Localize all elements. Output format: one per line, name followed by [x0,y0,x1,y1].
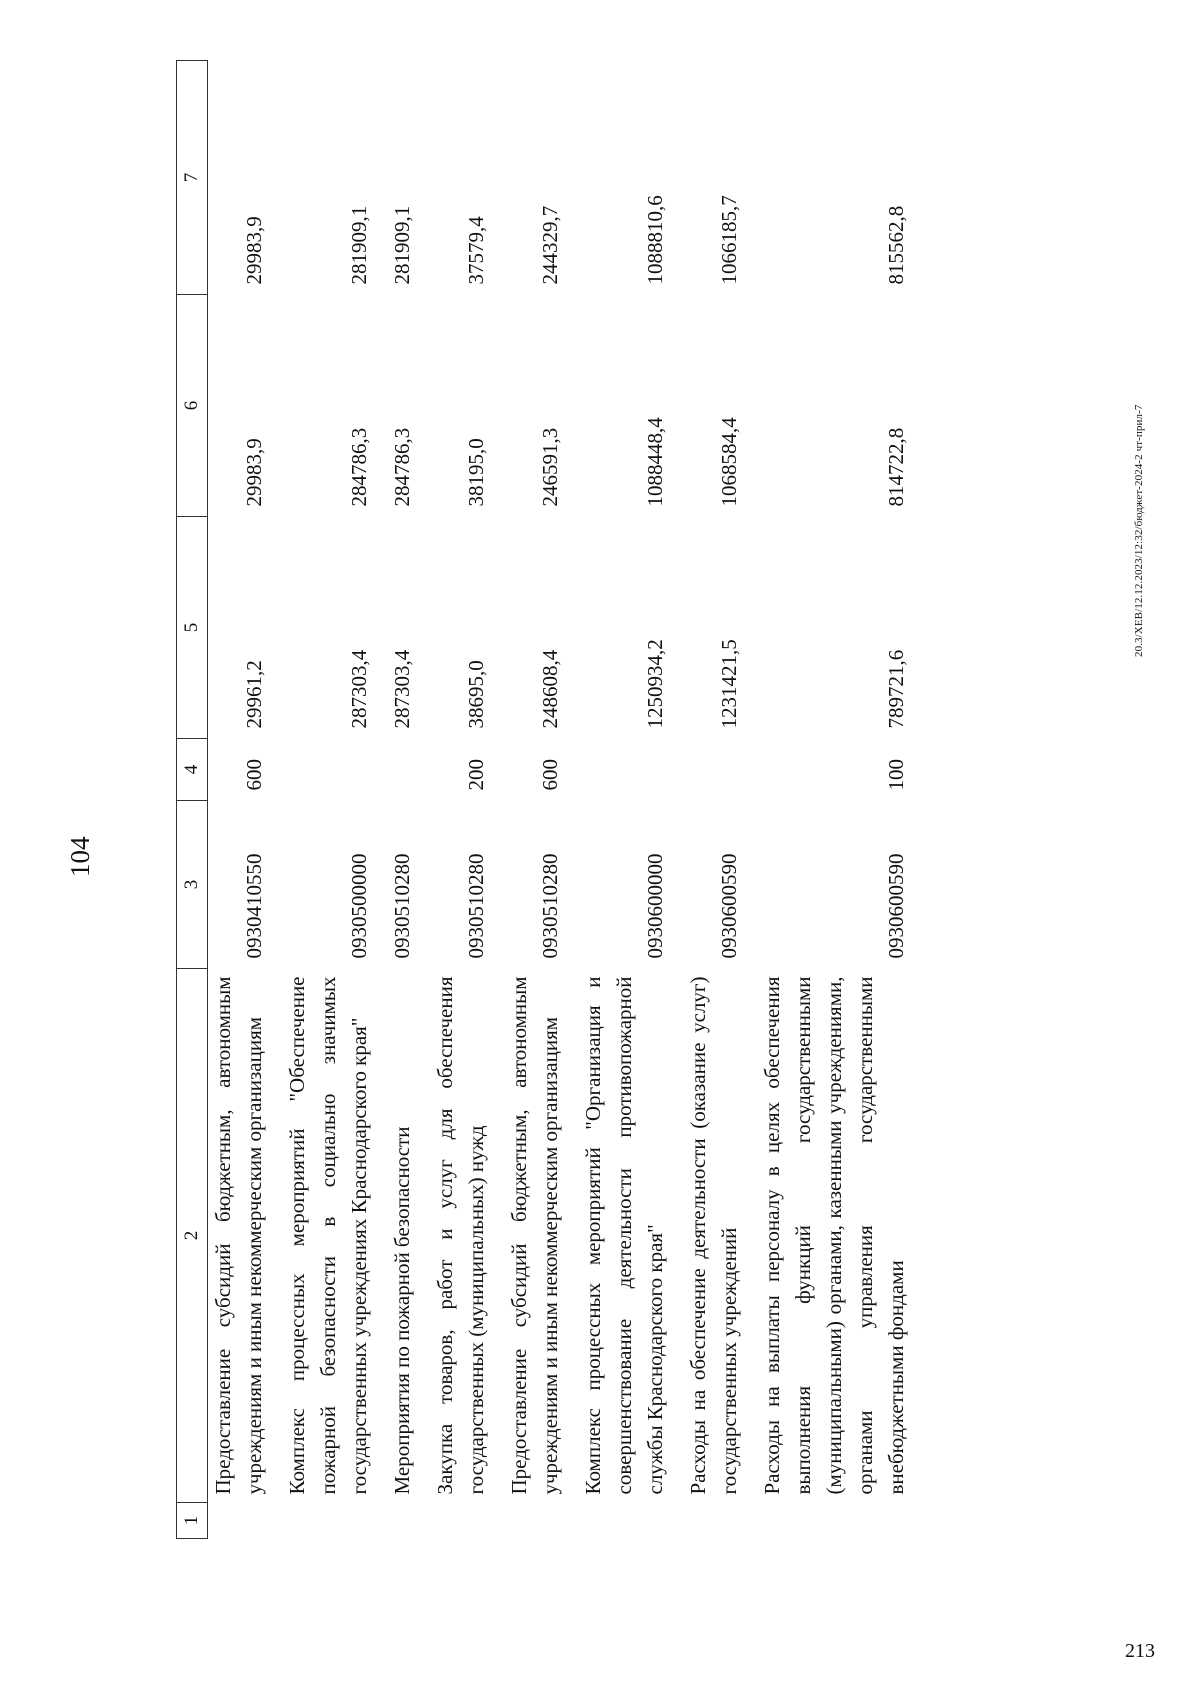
header-row [177,61,208,1539]
expense-type: 100 [884,759,908,791]
amount-col5: 287303,4 [390,649,414,729]
amount-col7: 37579,4 [464,216,488,285]
amount-col6: 246591,3 [538,427,562,507]
target-code: 0930510280 [538,853,562,959]
row-description: Закупка товаров, работ и услуг для обеспечения государственных (муниципальных) нужд [433,976,488,1495]
row-description: Расходы на обеспечение деятельности (оказание услуг) государственных учреждений [686,976,741,1495]
amount-col7: 281909,1 [390,205,414,285]
row-description: Комплекс процессных мероприятий "Обеспечение пожарной безопасности в социально значимых государственных учреждениях Краснодарского края" [285,976,371,1495]
amount-col5: 287303,4 [347,649,371,729]
target-code: 0930510280 [390,853,414,959]
amount-col7: 1088810,6 [643,195,667,285]
page-number: 104 [65,836,95,877]
expense-type [683,739,757,801]
column-header: 3 [177,801,208,969]
column-header: 1 [177,1503,208,1539]
column-header: 7 [177,61,208,295]
column-header: 2 [177,969,208,1503]
row-description: Комплекс процессных мероприятий "Организация и совершенствование деятельности противопожарной службы Краснодарского края" [581,976,667,1495]
amount-col5: 789721,6 [884,649,908,729]
target-code: 0930500000 [347,853,371,959]
amount-col6: 814722,8 [884,427,908,507]
amount-col5: 1250934,2 [643,639,667,729]
target-code: 0930600590 [884,853,908,959]
column-header: 6 [177,295,208,517]
table-row [208,61,283,1539]
expense-type: 600 [538,759,562,791]
row-description: Предоставление субсидий бюджетным, автономным учреждениям и иным некоммерческим организациям [507,976,562,1495]
amount-col7: 1066185,7 [717,195,741,285]
expense-type [387,739,430,801]
amount-col6: 38195,0 [464,438,488,507]
amount-col5: 38695,0 [464,660,488,729]
row-description: Мероприятия по пожарной безопасности [390,1126,414,1495]
amount-col5: 29961,2 [242,660,266,729]
table-row [578,61,683,1539]
document-footnote: 20.3/XEB/12.12.2023/12:32/бюджет-2024-2 чт-прил-7 [1133,404,1145,657]
amount-col7: 815562,8 [884,205,908,285]
row-description: Предоставление субсидий бюджетным, автономным учреждениям и иным некоммерческим организациям [211,976,266,1495]
amount-col7: 244329,7 [538,205,562,285]
amount-col5: 248608,4 [538,649,562,729]
amount-col6: 29983,9 [242,438,266,507]
target-code: 0930600000 [643,853,667,959]
table-row [387,61,430,1539]
target-code: 0930600590 [717,853,741,959]
amount-col6: 1088448,4 [643,417,667,507]
amount-col7: 281909,1 [347,205,371,285]
expense-type: 200 [464,759,488,791]
expense-type: 600 [242,759,266,791]
expense-type [282,739,387,801]
amount-col5: 1231421,5 [717,639,741,729]
row-description: Расходы на выплаты персоналу в целях обеспечения выполнения функций государственными (муниципальными) органами, казенными учреждениями, органами управления государственными внебюджетными фондами [760,976,908,1495]
column-header: 4 [177,739,208,801]
amount-col7: 29983,9 [242,216,266,285]
table-row [757,61,924,1539]
expense-type [578,739,683,801]
table-row [683,61,757,1539]
column-header: 5 [177,517,208,739]
table-row [504,61,578,1539]
table-row [282,61,387,1539]
target-code: 0930510280 [464,853,488,959]
amount-col6: 284786,3 [390,427,414,507]
sheet-number: 213 [1125,1640,1155,1662]
budget-table [176,60,924,1539]
amount-col6: 1068584,4 [717,417,741,507]
target-code: 0930410550 [242,853,266,959]
amount-col6: 284786,3 [347,427,371,507]
table-row [430,61,504,1539]
